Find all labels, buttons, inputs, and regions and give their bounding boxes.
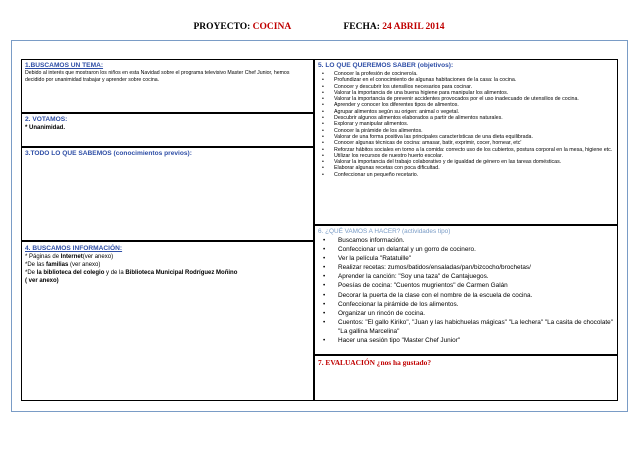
section-1-title: 1.BUSCAMOS UN TEMA: xyxy=(25,62,104,69)
list-item: • Buscamos información. xyxy=(318,236,614,245)
section-6-title: 6. ¿QUÉ VAMOS A HACER? (actividades tipo) xyxy=(318,228,451,235)
section-3-title: 3.TODO LO QUE SABEMOS (conocimientos previos): xyxy=(25,150,192,157)
list-item: • Valorar la importancia de prevenir accidentes provocados por el uso inadecuado de utensilios de cocina. xyxy=(318,96,614,102)
info-line-anexo: ( ver anexo) xyxy=(25,278,59,284)
list-item: • Profundizar en el conocimiento de algunas habitaciones de la casa: la cocina. xyxy=(318,77,614,83)
list-item: • Confeccionar un pequeño recetario. xyxy=(318,172,614,178)
list-item: • Utilizar los recursos de nuestro huerto escolar. xyxy=(318,153,614,159)
list-item: • Hacer una sesión tipo "Master Chef Junior" xyxy=(318,336,614,345)
actividades-list xyxy=(318,236,614,345)
list-item: • Aprender la canción: "Soy una taza" de Cantajuegos. xyxy=(318,272,614,281)
list-item: • Decorar la puerta de la clase con el nombre de la escuela de cocina. xyxy=(318,291,614,300)
list-item: • Confeccionar la pirámide de los alimentos. xyxy=(318,300,614,309)
section-buscamos-tema xyxy=(21,59,314,113)
list-item: • Conocer la profesión de cocinero/a. xyxy=(318,71,614,77)
section-1-text: Debido al interés que mostraron los niños en esta Navidad sobre el programa televisivo Master Chef Junior, hemos decidido por unanimidad trabajar y aprender sobre cocina. xyxy=(25,70,290,83)
section-5-title: 5. LO QUE QUEREMOS SABER (objetivos): xyxy=(318,62,454,69)
page-header xyxy=(0,22,638,32)
list-item: • Conocer y descubrir los utensilios necesarios para cocinar. xyxy=(318,84,614,90)
list-item: • Confeccionar un delantal y un gorro de cocinero. xyxy=(318,245,614,254)
list-item: • Poesías de cocina: "Cuentos mugrientos" de Carmen Galán xyxy=(318,281,614,290)
list-item: • Valorar la importancia del trabajo colaborativo y de igualdad de género en las tareas domésticas. xyxy=(318,159,614,165)
section-2-title: 2. VOTAMOS: xyxy=(25,116,68,123)
list-item: • Cuentos: "El gallo Kiriko", "Juan y las habichuelas mágicas" "La lechera" "La casita de chocolate" "La gallina Marcelina" xyxy=(318,318,614,336)
section-evaluacion xyxy=(314,355,618,401)
section-buscamos-informacion xyxy=(21,241,314,401)
section-4-title: 4. BUSCAMOS INFORMACIÓN: xyxy=(25,245,123,252)
list-item: • Agrupar alimentos según su origen: animal o vegetal. xyxy=(318,109,614,115)
list-item: • Conocer algunas técnicas de cocina: amasar, batir, exprimir, cocer, hornear, etc' xyxy=(318,140,614,146)
list-item: • Elaborar algunas recetas con poca dificultad. xyxy=(318,165,614,171)
list-item: • Ver la película "Ratatuille" xyxy=(318,254,614,263)
list-item: • Explorar y manipular alimentos. xyxy=(318,121,614,127)
proyecto-label: PROYECTO: xyxy=(193,22,251,32)
fecha-value: 24 ABRIL 2014 xyxy=(382,22,445,32)
section-7-title: 7. EVALUACIÓN ¿nos ha gustado? xyxy=(318,358,432,367)
info-line-biblioteca: *De la biblioteca del colegio y de la Biblioteca Municipal Rodríguez Moñino xyxy=(25,270,238,276)
list-item: • Aprender y conocer los diferentes tipos de alimentos. xyxy=(318,102,614,108)
list-item: • Conocer la pirámide de los alimentos. xyxy=(318,128,614,134)
proyecto-value: COCINA xyxy=(252,22,291,32)
section-lo-que-queremos-saber xyxy=(314,59,618,225)
section-votamos xyxy=(21,113,314,147)
list-item: • Reforzar hábitos sociales en torno a la comida: correcto uso de los cubiertos, postura corporal en la mesa, higiene etc. xyxy=(318,147,614,153)
section-2-value: * Unanimidad. xyxy=(25,125,66,131)
list-item: • Organizar un rincón de cocina. xyxy=(318,309,614,318)
objetivos-list xyxy=(318,71,614,178)
list-item: • Valorar de una forma positiva las principales características de una dieta equilibrada. xyxy=(318,134,614,140)
info-line-familias: *De las familias (ver anexo) xyxy=(25,262,101,268)
fecha-label: FECHA: xyxy=(343,22,380,32)
section-que-vamos-a-hacer xyxy=(314,225,618,355)
section-lo-que-sabemos xyxy=(21,147,314,241)
info-line-internet: * Páginas de Internet(ver anexo) xyxy=(25,254,114,260)
list-item: • Realizar recetas: zumos/batidos/ensaladas/pan/bizcocho/brochetas/ xyxy=(318,263,614,272)
list-item: • Descubrir algunos alimentos elaborados a partir de alimentos naturales. xyxy=(318,115,614,121)
list-item: • Valorar la importancia de una buena higiene para manipular los alimentos. xyxy=(318,90,614,96)
